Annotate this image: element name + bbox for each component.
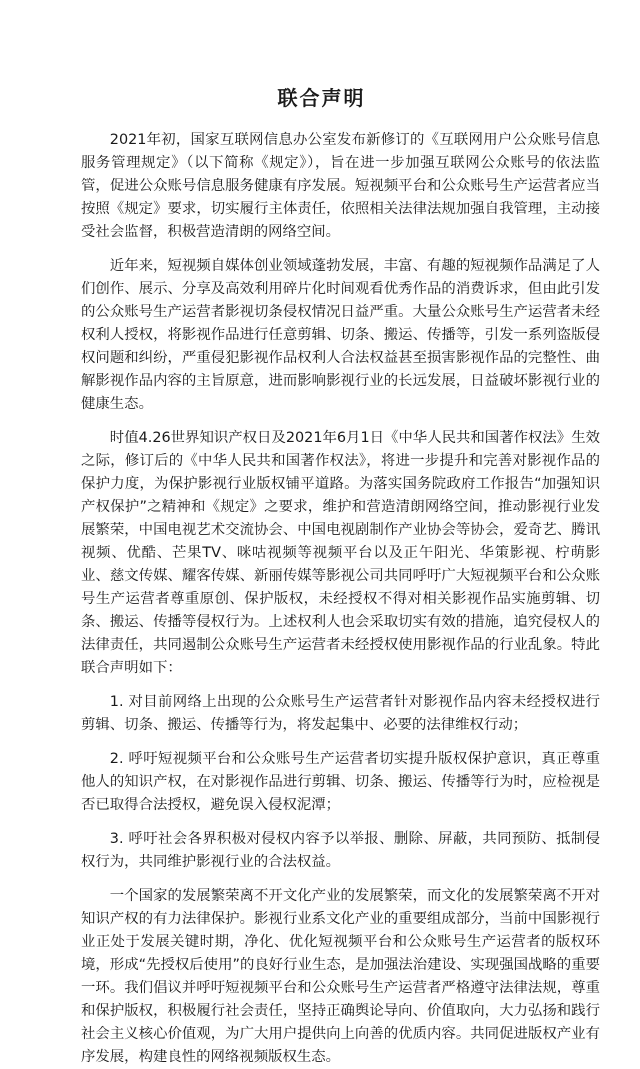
statement-item-3: 3. 呼吁社会各界积极对侵权内容予以举报、删除、屏蔽，共同预防、抵制侵权行为，共同维护影视行业的合法权益。 — [81, 831, 600, 870]
statement-item-2: 2. 呼吁短视频平台和公众账号生产运营者切实提升版权保护意识，真正尊重他人的知识产权，在对影视作品进行剪辑、切条、搬运、传播等行为时，应检视是否已取得合法授权，避免误入侵权泥潭； — [81, 751, 600, 813]
paragraph-background: 近年来，短视频自媒体创业领域蓬勃发展，丰富、有趣的短视频作品满足了人们创作、展示、分享及高效利用碎片化时间观看优秀作品的消费诉求，但由此引发的公众账号生产运营者影视切条侵权情况日益严重。大量公众账号生产运营者未经权利人授权，将影视作品进行任意剪辑、切条、搬运、传播等，引发一系列盗版侵权问题和纠纷，严重侵犯影视作品权利人合法权益甚至损害影视作品的完整性、曲解影视作品内容的主旨原意，进而影响影视行业的长远发展，日益破坏影视行业的健康生态。 — [81, 258, 600, 412]
paragraph-conclusion: 一个国家的发展繁荣离不开文化产业的发展繁荣，而文化的发展繁荣离不开对知识产权的有力法律保护。影视行业系文化产业的重要组成部分，当前中国影视行业正处于发展关键时期，净化、优化短视频平台和公众账号生产运营者的版权环境，形成“先授权后使用”的良好行业生态，是加强法治建设、实现强国战略的重要一环。我们倡议并呼吁短视频平台和公众账号生产运营者严格遵守法律法规，尊重和保护版权，积极履行社会责任，坚持正确舆论导向、价值取向，大力弘扬和践行社会主义核心价值观，为广大用户提供向上向善的优质内容。共同促进版权产业有序发展，构建良性的网络视频版权生态。 — [81, 888, 600, 1065]
paragraph-intro: 2021年初，国家互联网信息办公室发布新修订的《互联网用户公众账号信息服务管理规定》（以下简称《规定》），旨在进一步加强互联网公众账号的依法监管，促进公众账号信息服务健康有序发展。短视频平台和公众账号生产运营者应当按照《规定》要求，切实履行主体责任，依照相关法律法规加强自我管理，主动接受社会监督，积极营造清朗的网络空间。 — [81, 132, 600, 240]
statement-item-1: 1. 对目前网络上出现的公众账号生产运营者针对影视作品内容未经授权进行剪辑、切条、搬运、传播等行为，将发起集中、必要的法律维权行动； — [81, 694, 600, 733]
paragraph-statement: 时值4.26世界知识产权日及2021年6月1日《中华人民共和国著作权法》生效之际，修订后的《中华人民共和国著作权法》，将进一步提升和完善对影视作品的保护力度，为保护影视行业版权铺平道路。为落实国务院政府工作报告“加强知识产权保护”之精神和《规定》之要求，维护和营造清朗网络空间，推动影视行业发展繁荣，中国电视艺术交流协会、中国电视剧制作产业协会等协会，爱奇艺、腾讯视频、优酷、芒果TV、咪咕视频等视频平台以及正午阳光、华策影视、柠萌影业、慈文传媒、耀客传媒、新丽传媒等影视公司共同呼吁广大短视频平台和公众账号生产运营者尊重原创、保护版权，未经授权不得对相关影视作品实施剪辑、切条、搬运、传播等侵权行为。上述权利人也会采取切实有效的措施，追究侵权人的法律责任，共同遏制公众账号生产运营者未经授权使用影视作品的行业乱象。特此联合声明如下： — [81, 430, 600, 676]
document-title: 联合声明 — [277, 86, 366, 110]
